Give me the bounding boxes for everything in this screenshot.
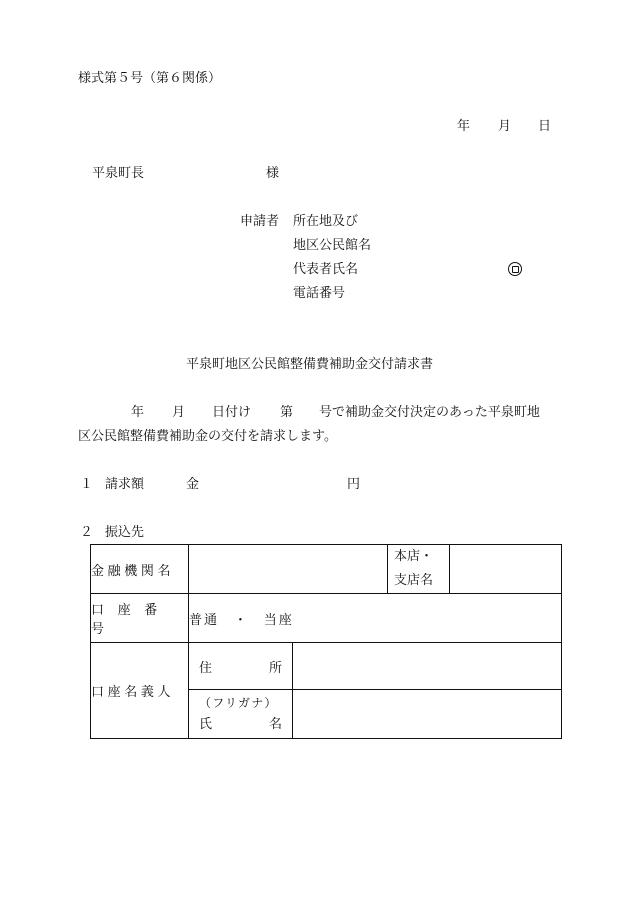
item1-number: １ <box>80 477 94 492</box>
date-day-label: 日 <box>538 119 552 134</box>
bank-name-field[interactable] <box>189 545 388 594</box>
address-label-char1: 住 <box>199 660 213 676</box>
addressee-honorific: 様 <box>266 166 280 181</box>
item1-prefix: 金 <box>186 477 200 492</box>
branch-name-field[interactable] <box>450 545 562 594</box>
account-type-options: 普通 ・ 当座 <box>189 612 294 628</box>
address-label-char2: 所 <box>268 660 282 676</box>
date-month-label: 月 <box>498 119 512 134</box>
address-label <box>199 657 282 676</box>
body-line2: 区公民館整備費補助金の交付を請求します。 <box>78 429 337 444</box>
applicant-phone-label: 電話番号 <box>293 286 346 301</box>
addressee-name: 平泉町長 <box>92 166 145 181</box>
body-month: 月 <box>172 405 186 420</box>
name-label-cell <box>189 690 293 739</box>
body-number-prefix: 第 <box>280 405 294 420</box>
item1-unit: 円 <box>347 477 361 492</box>
branch-label-cell <box>388 545 450 594</box>
account-holder-label: 口座名義人 <box>91 685 175 700</box>
item1-label: 請求額 <box>105 477 145 492</box>
account-number-label: 口座番号 <box>91 603 171 637</box>
body-date-suffix: 日付け <box>212 405 252 420</box>
branch-label-line1: 本店・ <box>394 549 434 564</box>
furigana-label: （フリガナ） <box>199 696 278 710</box>
form-number: 様式第５号（第６関係） <box>78 71 222 86</box>
account-type-field[interactable] <box>189 594 562 643</box>
address-label-cell <box>189 643 293 690</box>
account-number-row <box>91 594 562 643</box>
applicant-label: 申請者 <box>240 214 280 229</box>
name-label <box>199 714 282 735</box>
date-year-label: 年 <box>457 119 471 134</box>
holder-name-field[interactable] <box>293 690 562 739</box>
bank-name-label-cell <box>91 545 189 594</box>
name-label-char2: 名 <box>268 717 282 732</box>
body-line1-tail: 号で補助金交付決定のあった平泉町地 <box>319 405 540 420</box>
body-year: 年 <box>131 405 145 420</box>
seal-mark-icon <box>508 262 522 276</box>
holder-address-row <box>91 643 562 690</box>
document-title: 平泉町地区公民館整備費補助金交付請求書 <box>186 357 434 372</box>
name-label-char1: 氏 <box>199 717 213 732</box>
item2-label: 振込先 <box>105 525 145 540</box>
account-holder-label-cell <box>91 643 189 739</box>
bank-row <box>91 545 562 594</box>
holder-address-field[interactable] <box>293 643 562 690</box>
applicant-location-label: 所在地及び <box>293 214 359 229</box>
account-number-label-cell <box>91 594 189 643</box>
bank-transfer-table <box>90 544 562 739</box>
branch-label-line2: 支店名 <box>394 573 434 588</box>
applicant-representative-label: 代表者氏名 <box>293 262 359 277</box>
bank-name-label: 金融機関名 <box>91 563 175 579</box>
item2-number: ２ <box>80 525 94 540</box>
applicant-hall-name-label: 地区公民館名 <box>293 238 372 253</box>
